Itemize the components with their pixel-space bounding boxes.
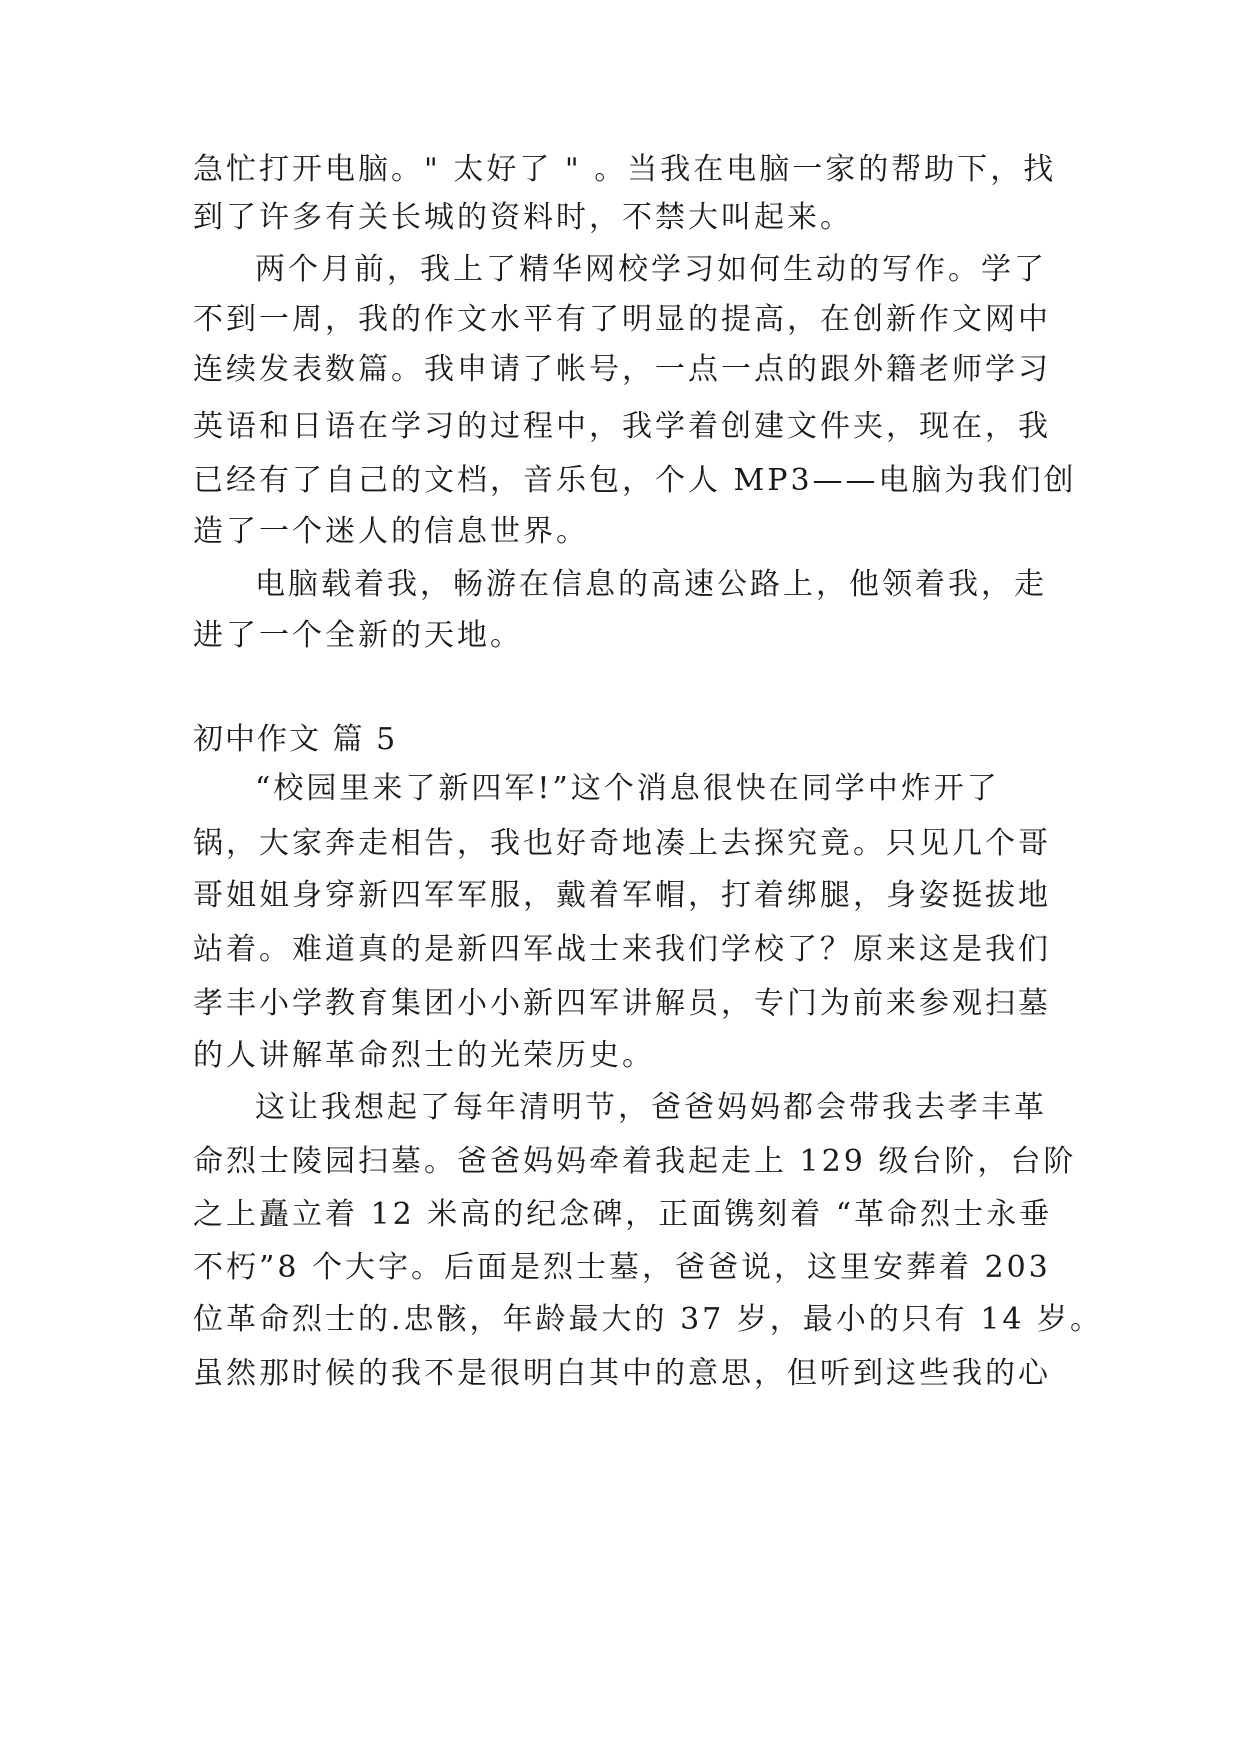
text-line: 锅，大家奔走相告，我也好奇地凑上去探究竟。只见几个哥: [193, 826, 1051, 861]
text-line: 不到一周，我的作文水平有了明显的提高，在创新作文网中: [193, 302, 1051, 337]
text-line: 连续发表数篇。我申请了帐号，一点一点的跟外籍老师学习: [193, 352, 1051, 387]
text-line: 不朽”8 个大字。后面是烈士墓，爸爸说，这里安葬着 203: [193, 1250, 1051, 1285]
text-line: 英语和日语在学习的过程中，我学着创建文件夹，现在，我: [193, 409, 1051, 444]
paragraph-start-line: 电脑载着我，畅游在信息的高速公路上，他领着我，走: [255, 567, 1047, 602]
text-line: 站着。难道真的是新四军战士来我们学校了？原来这是我们: [193, 932, 1051, 967]
text-line: 到了许多有关长城的资料时，不禁大叫起来。: [193, 200, 853, 235]
text-line: 造了一个迷人的信息世界。: [193, 514, 589, 549]
paragraph-start-line: 两个月前，我上了精华网校学习如何生动的写作。学了: [255, 252, 1047, 287]
text-line: 哥姐姐身穿新四军军服，戴着军帽，打着绑腿，身姿挺拔地: [193, 878, 1051, 913]
text-line: 进了一个全新的天地。: [193, 618, 523, 653]
text-line: 虽然那时候的我不是很明白其中的意思，但听到这些我的心: [193, 1356, 1051, 1391]
paragraph-start-line: “校园里来了新四军!”这个消息很快在同学中炸开了: [255, 771, 1000, 806]
text-line: 已经有了自己的文档，音乐包，个人 MP3——电脑为我们创: [193, 463, 1077, 498]
text-line: 的人讲解革命烈士的光荣历史。: [193, 1038, 655, 1073]
text-line: 位革命烈士的.忠骸，年龄最大的 37 岁，最小的只有 14 岁。: [193, 1302, 1104, 1337]
text-line: 之上矗立着 12 米高的纪念碑，正面镌刻着 “革命烈士永垂: [193, 1197, 1053, 1232]
paragraph-start-line: 这让我想起了每年清明节，爸爸妈妈都会带我去孝丰革: [255, 1090, 1047, 1125]
text-line: 急忙打开电脑。" 太好了 " 。当我在电脑一家的帮助下，找: [193, 152, 1057, 187]
text-line: 命烈士陵园扫墓。爸爸妈妈牵着我起走上 129 级台阶，台阶: [193, 1144, 1077, 1179]
text-line: 孝丰小学教育集团小小新四军讲解员，专门为前来参观扫墓: [193, 986, 1051, 1021]
section-heading: 初中作文 篇 5: [193, 722, 398, 757]
